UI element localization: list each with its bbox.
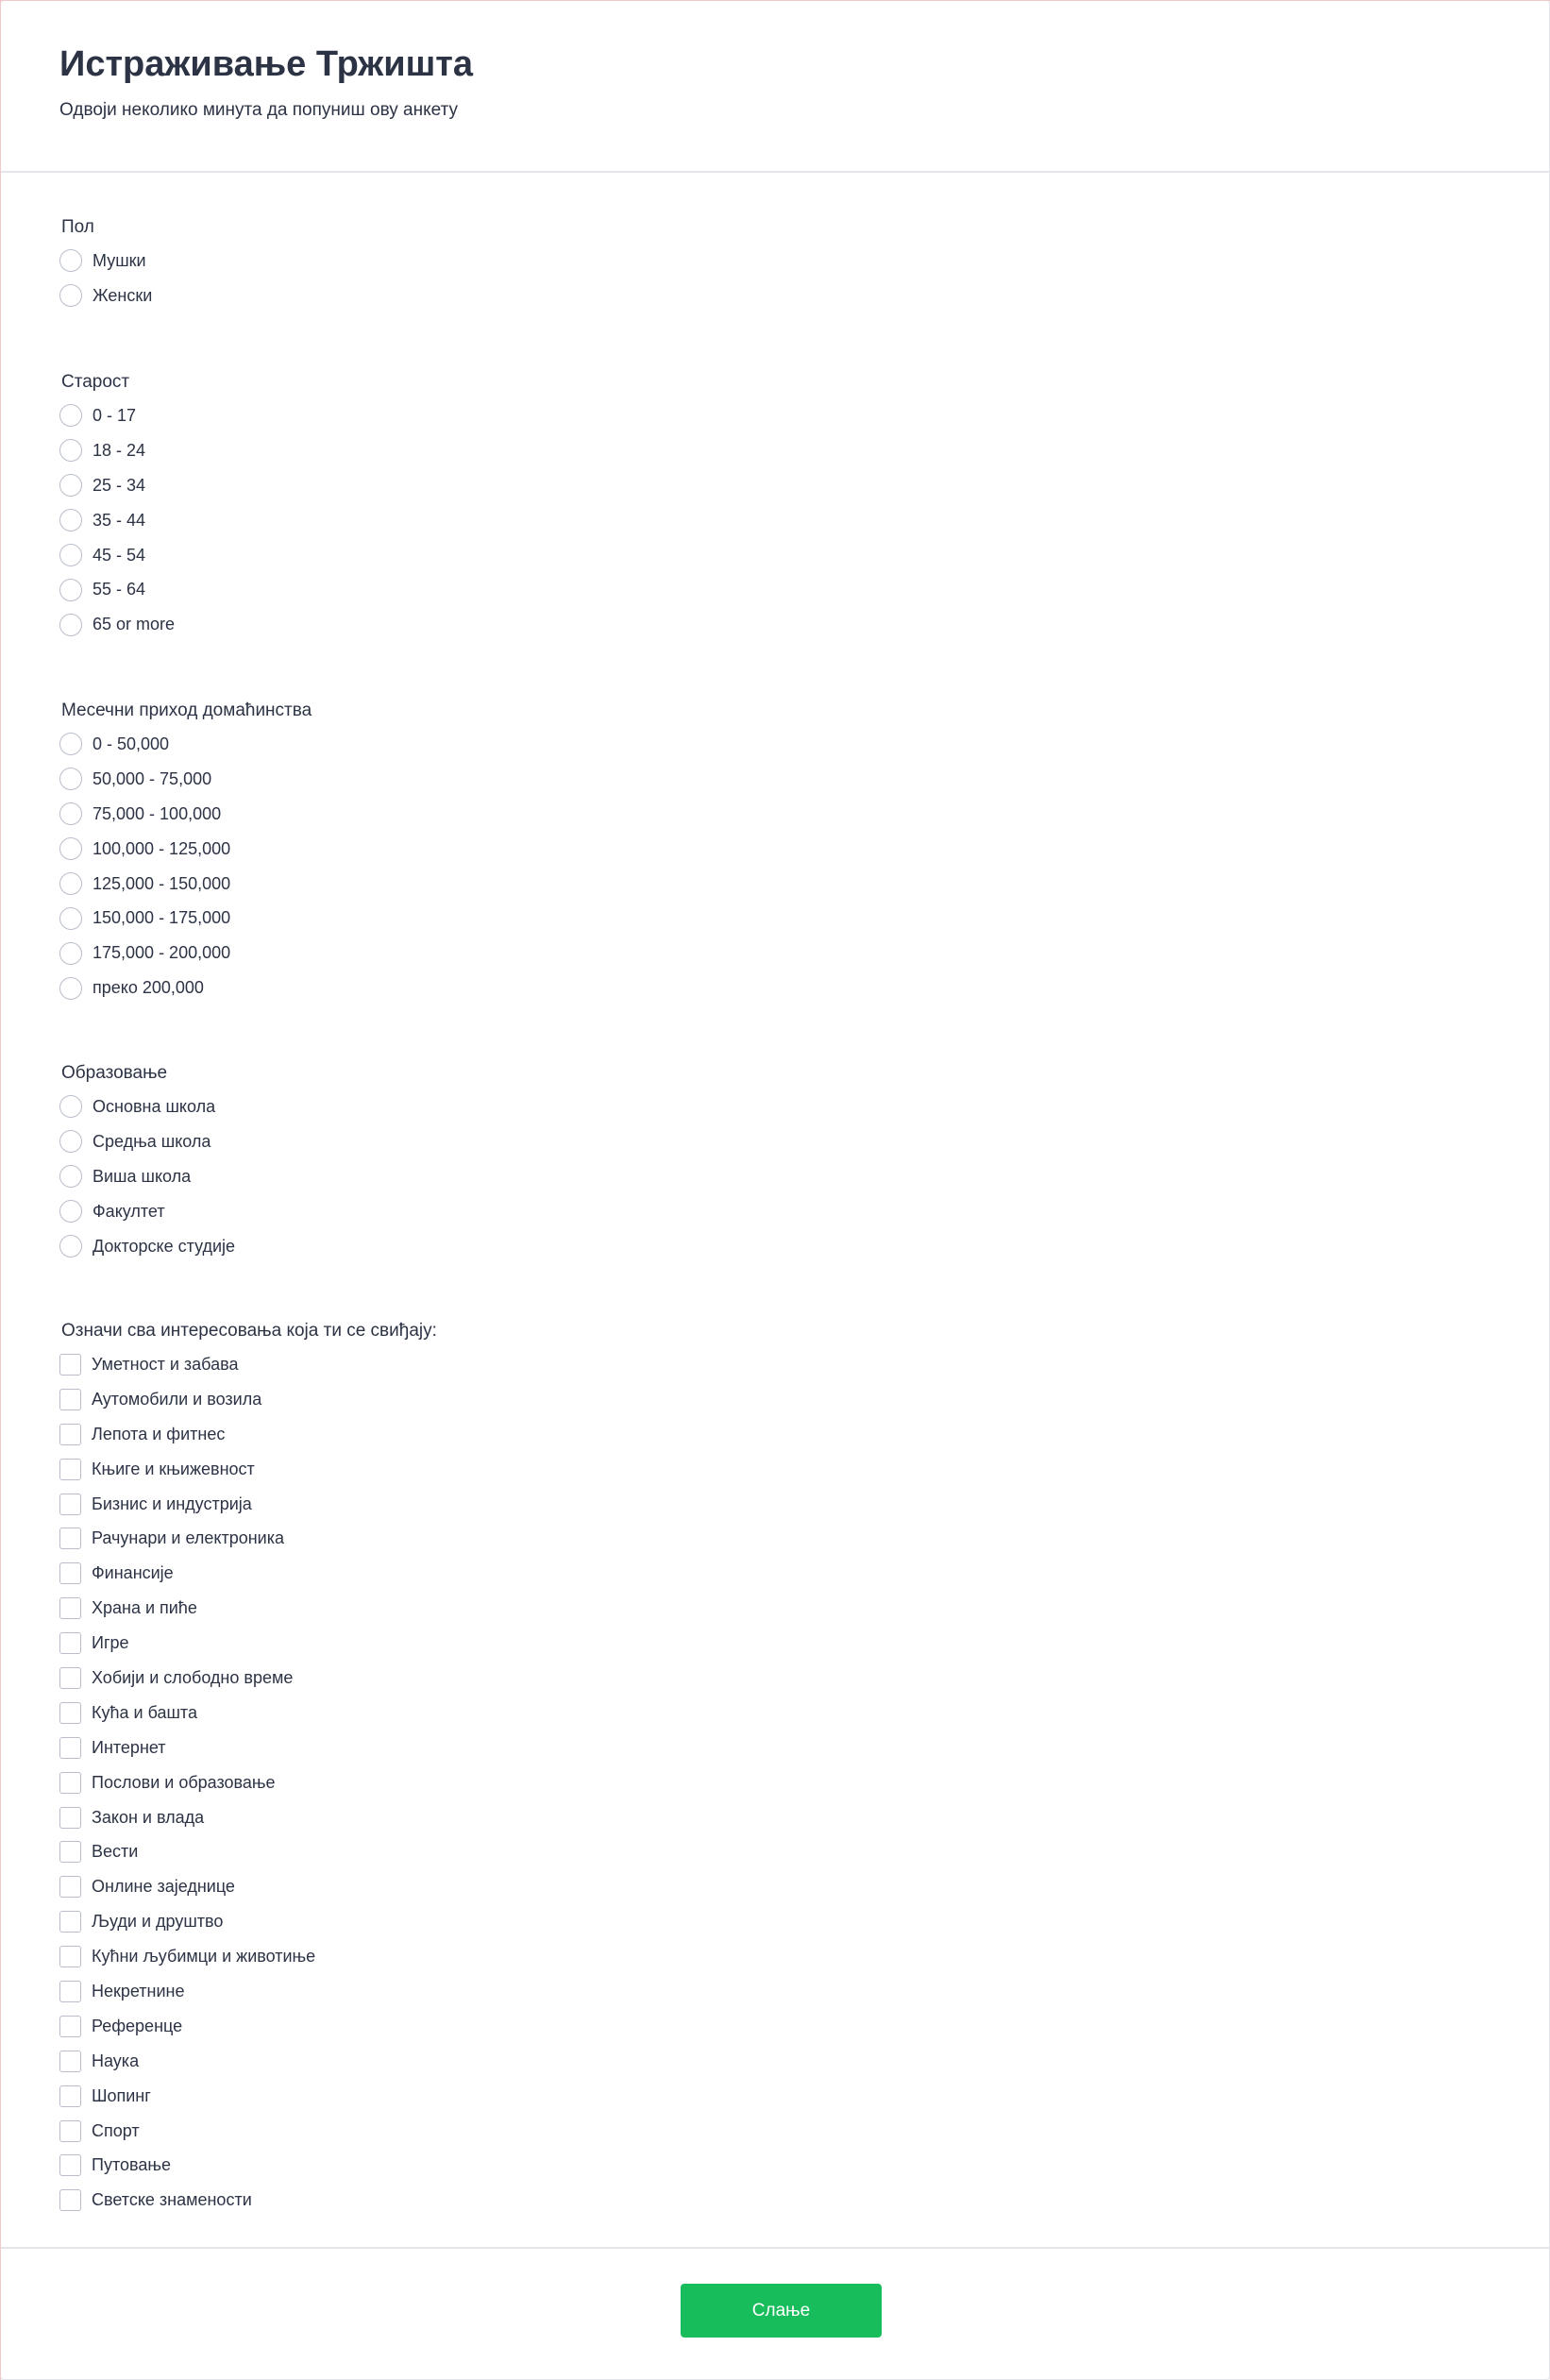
interests-option[interactable] bbox=[61, 1834, 437, 1869]
question-education bbox=[61, 1062, 235, 1263]
radio-button[interactable] bbox=[59, 872, 82, 895]
interests-option[interactable] bbox=[61, 1382, 437, 1417]
option-label: Интернет bbox=[92, 1737, 166, 1757]
question-label: Пол bbox=[61, 217, 94, 237]
interests-option[interactable] bbox=[61, 2114, 437, 2149]
question-interests bbox=[61, 1320, 437, 2218]
checkbox[interactable] bbox=[59, 1494, 81, 1515]
option-label: Мушки bbox=[93, 250, 146, 270]
option-label: преко 200,000 bbox=[93, 978, 204, 998]
checkbox[interactable] bbox=[59, 2085, 81, 2107]
checkbox[interactable] bbox=[59, 1354, 81, 1376]
radio-button[interactable] bbox=[59, 544, 82, 566]
interests-option[interactable] bbox=[61, 1661, 437, 1696]
checkbox[interactable] bbox=[59, 1911, 81, 1933]
income-option[interactable] bbox=[61, 971, 312, 1005]
interests-option[interactable] bbox=[61, 2148, 437, 2183]
age-option[interactable] bbox=[61, 607, 175, 642]
option-label: Лепота и фитнес bbox=[92, 1424, 226, 1443]
question-label: Означи сва интересовања која ти се свиђају: bbox=[61, 1321, 437, 1341]
interests-option[interactable] bbox=[61, 1974, 437, 2009]
left-edge-line bbox=[0, 0, 1, 2380]
interests-option[interactable] bbox=[61, 1452, 437, 1487]
option-label: Путовање bbox=[92, 2155, 171, 2175]
radio-button[interactable] bbox=[59, 1200, 82, 1223]
interests-option[interactable] bbox=[61, 1730, 437, 1765]
option-label: Књиге и књижевност bbox=[92, 1459, 255, 1478]
checkbox[interactable] bbox=[59, 2051, 81, 2072]
income-option[interactable] bbox=[61, 832, 312, 867]
question-label: Месечни приход домаћинства bbox=[61, 700, 312, 720]
radio-button[interactable] bbox=[59, 733, 82, 755]
option-label: 0 - 50,000 bbox=[93, 734, 170, 753]
submit-button[interactable]: Слање bbox=[681, 2284, 882, 2338]
question-label: Образовање bbox=[61, 1063, 168, 1083]
option-label: Храна и пиће bbox=[92, 1598, 197, 1618]
option-label: Виша школа bbox=[93, 1166, 192, 1186]
option-label: Закон и влада bbox=[92, 1807, 205, 1827]
radio-button[interactable] bbox=[59, 837, 82, 860]
form-header bbox=[1, 1, 1549, 173]
income-option[interactable] bbox=[61, 727, 312, 762]
option-label: Бизнис и индустрија bbox=[92, 1494, 252, 1513]
income-option[interactable] bbox=[61, 762, 312, 797]
checkbox[interactable] bbox=[59, 1807, 81, 1829]
interests-option[interactable] bbox=[61, 2079, 437, 2114]
gender-option[interactable] bbox=[61, 279, 152, 313]
option-label: Шопинг bbox=[92, 2085, 151, 2105]
form-title: Истраживање Тржишта bbox=[59, 44, 474, 84]
option-label: 55 - 64 bbox=[93, 580, 146, 599]
checkbox[interactable] bbox=[59, 1459, 81, 1480]
radio-button[interactable] bbox=[59, 404, 82, 427]
radio-button[interactable] bbox=[59, 474, 82, 497]
option-label: Наука bbox=[92, 2051, 140, 2070]
checkbox[interactable] bbox=[59, 1737, 81, 1759]
radio-button[interactable] bbox=[59, 942, 82, 965]
radio-button[interactable] bbox=[59, 439, 82, 462]
option-label: Хобији и слободно време bbox=[92, 1667, 294, 1687]
radio-button[interactable] bbox=[59, 977, 82, 1000]
question-gender bbox=[61, 216, 152, 313]
checkbox[interactable] bbox=[59, 1772, 81, 1794]
option-label: 150,000 - 175,000 bbox=[93, 908, 231, 928]
question-label: Старост bbox=[61, 372, 130, 392]
option-label: 45 - 54 bbox=[93, 545, 146, 565]
interests-option[interactable] bbox=[61, 2009, 437, 2044]
question-age bbox=[61, 371, 175, 642]
interests-option[interactable] bbox=[61, 1417, 437, 1452]
form-footer bbox=[1, 2247, 1549, 2380]
option-label: Игре bbox=[92, 1633, 129, 1653]
option-label: Некретнине bbox=[92, 1981, 185, 2000]
option-label: Кућни љубимци и животиње bbox=[92, 1947, 316, 1966]
age-option[interactable] bbox=[61, 503, 175, 538]
option-label: 35 - 44 bbox=[93, 510, 146, 530]
education-option[interactable] bbox=[61, 1159, 235, 1194]
radio-button[interactable] bbox=[59, 1130, 82, 1153]
option-label: 100,000 - 125,000 bbox=[93, 838, 231, 858]
option-label: 75,000 - 100,000 bbox=[93, 803, 222, 823]
option-label: Уметност и забава bbox=[92, 1354, 239, 1374]
checkbox[interactable] bbox=[59, 1667, 81, 1689]
option-label: Факултет bbox=[93, 1201, 165, 1221]
checkbox[interactable] bbox=[59, 1702, 81, 1724]
form-subtitle: Одвоји неколико минута да попуниш ову анкету bbox=[59, 100, 458, 120]
interests-option[interactable] bbox=[61, 1556, 437, 1591]
income-option[interactable] bbox=[61, 867, 312, 902]
age-option[interactable] bbox=[61, 468, 175, 503]
age-option[interactable] bbox=[61, 538, 175, 573]
interests-option[interactable] bbox=[61, 1939, 437, 1974]
interests-option[interactable] bbox=[61, 1626, 437, 1661]
option-label: Референце bbox=[92, 2016, 183, 2035]
radio-button[interactable] bbox=[59, 1235, 82, 1258]
option-label: Докторске студије bbox=[93, 1236, 236, 1256]
option-label: 25 - 34 bbox=[93, 475, 146, 495]
interests-option[interactable] bbox=[61, 1765, 437, 1800]
radio-button[interactable] bbox=[59, 284, 82, 307]
interests-option[interactable] bbox=[61, 2044, 437, 2079]
checkbox[interactable] bbox=[59, 1528, 81, 1549]
checkbox[interactable] bbox=[59, 1841, 81, 1863]
option-label: Основна школа bbox=[93, 1096, 216, 1116]
option-label: Светске знамености bbox=[92, 2190, 252, 2210]
income-option[interactable] bbox=[61, 901, 312, 936]
checkbox[interactable] bbox=[59, 1562, 81, 1584]
radio-button[interactable] bbox=[59, 768, 82, 790]
option-label: Женски bbox=[93, 285, 153, 305]
checkbox[interactable] bbox=[59, 2016, 81, 2037]
interests-option[interactable] bbox=[61, 1591, 437, 1626]
checkbox[interactable] bbox=[59, 1424, 81, 1445]
age-option[interactable] bbox=[61, 433, 175, 468]
option-label: Средња школа bbox=[93, 1131, 211, 1151]
age-option[interactable] bbox=[61, 572, 175, 607]
interests-option[interactable] bbox=[61, 1347, 437, 1382]
education-option[interactable] bbox=[61, 1124, 235, 1159]
checkbox[interactable] bbox=[59, 1981, 81, 2002]
checkbox[interactable] bbox=[59, 2154, 81, 2176]
radio-button[interactable] bbox=[59, 249, 82, 272]
option-label: Вести bbox=[92, 1842, 139, 1862]
checkbox[interactable] bbox=[59, 2189, 81, 2211]
option-label: 18 - 24 bbox=[93, 440, 146, 460]
interests-option[interactable] bbox=[61, 1487, 437, 1522]
education-option[interactable] bbox=[61, 1194, 235, 1229]
checkbox[interactable] bbox=[59, 1632, 81, 1654]
option-label: 50,000 - 75,000 bbox=[93, 768, 212, 788]
option-label: Аутомобили и возила bbox=[92, 1389, 262, 1409]
radio-button[interactable] bbox=[59, 1095, 82, 1118]
age-option[interactable] bbox=[61, 398, 175, 433]
option-label: Рачунари и електроника bbox=[92, 1528, 285, 1548]
income-option[interactable] bbox=[61, 797, 312, 832]
interests-option[interactable] bbox=[61, 2183, 437, 2218]
option-label: 125,000 - 150,000 bbox=[93, 873, 231, 893]
option-label: 65 or more bbox=[93, 615, 176, 634]
interests-option[interactable] bbox=[61, 1521, 437, 1556]
option-label: Онлине заједнице bbox=[92, 1877, 235, 1897]
interests-option[interactable] bbox=[61, 1904, 437, 1939]
question-income bbox=[61, 700, 312, 1005]
interests-option[interactable] bbox=[61, 1800, 437, 1835]
option-label: Људи и друштво bbox=[92, 1912, 224, 1932]
option-label: Спорт bbox=[92, 2120, 140, 2140]
option-label: Кућа и башта bbox=[92, 1702, 197, 1722]
education-option[interactable] bbox=[61, 1229, 235, 1264]
checkbox[interactable] bbox=[59, 1597, 81, 1619]
radio-button[interactable] bbox=[59, 614, 82, 636]
education-option[interactable] bbox=[61, 1089, 235, 1124]
option-label: Финансије bbox=[92, 1563, 174, 1583]
radio-button[interactable] bbox=[59, 802, 82, 825]
checkbox[interactable] bbox=[59, 2120, 81, 2142]
option-label: 175,000 - 200,000 bbox=[93, 943, 231, 963]
radio-button[interactable] bbox=[59, 1165, 82, 1188]
radio-button[interactable] bbox=[59, 907, 82, 930]
option-label: Послови и образовање bbox=[92, 1772, 276, 1792]
checkbox[interactable] bbox=[59, 1876, 81, 1898]
radio-button[interactable] bbox=[59, 509, 82, 532]
top-edge-line bbox=[0, 0, 1550, 1]
interests-option[interactable] bbox=[61, 1696, 437, 1730]
income-option[interactable] bbox=[61, 936, 312, 971]
gender-option[interactable] bbox=[61, 244, 152, 279]
radio-button[interactable] bbox=[59, 579, 82, 601]
checkbox[interactable] bbox=[59, 1946, 81, 1967]
option-label: 0 - 17 bbox=[93, 405, 137, 425]
interests-option[interactable] bbox=[61, 1869, 437, 1904]
checkbox[interactable] bbox=[59, 1389, 81, 1410]
